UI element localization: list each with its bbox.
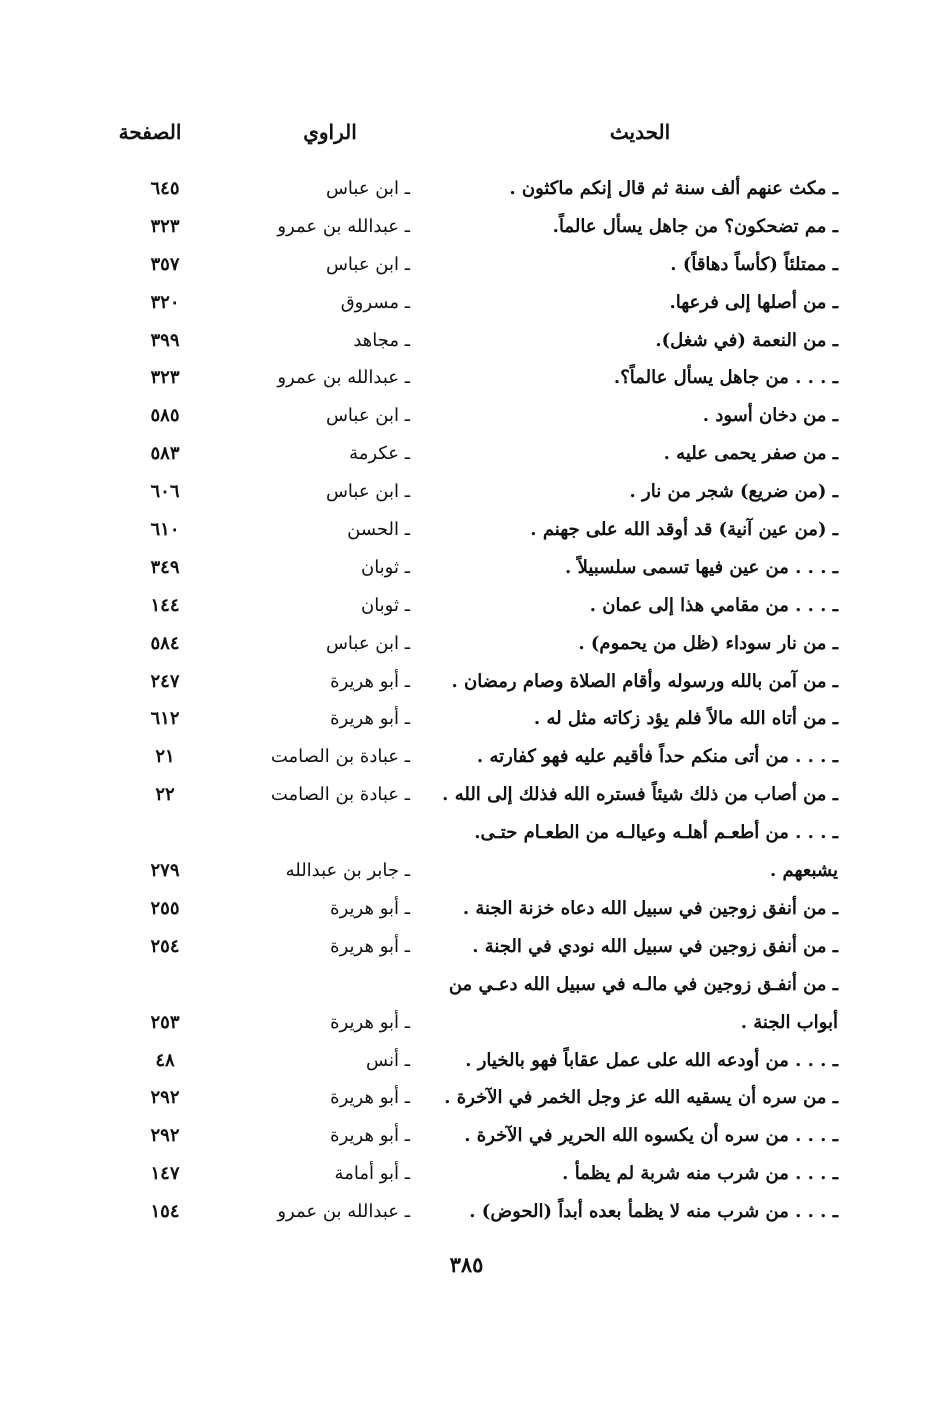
hadith-text: ـ . . . من أطعـم أهلـه وعيالـه من الطعـام حتـى. يشبعهم . xyxy=(474,822,838,882)
narrator-name: ـ مجاهد xyxy=(353,329,410,351)
page-ref: ٢٤٧ xyxy=(150,670,180,692)
narrator-name: ـ ابن عباس xyxy=(325,481,410,503)
page-ref: ٦١٢ xyxy=(150,708,180,730)
narrator-name: ـ أبو هريرة xyxy=(330,935,410,957)
hadith-text: ـ من صفر يحمى عليه . xyxy=(663,443,838,465)
page-ref: ٢٧٩ xyxy=(150,860,180,882)
table-row xyxy=(0,625,933,663)
hadith-text: ـ (من عين آنية) قد أوقد الله على جهنم . xyxy=(530,519,838,541)
narrator-name: ـ أبو هريرة xyxy=(330,1011,410,1033)
hadith-text: ـ مم تضحكون؟ من جاهل يسأل عالماً. xyxy=(552,215,838,237)
table-row xyxy=(0,776,933,814)
table-row xyxy=(0,170,933,208)
table-row xyxy=(0,700,933,738)
hadith-text: ـ من أنفق زوجين في سبيل الله نودي في الجنة . xyxy=(472,935,838,957)
page-ref: ٢٩٢ xyxy=(150,1125,180,1147)
hadith-text: ـ . . . من شرب منه لا يظمأ بعده أبداً (الحوض) . xyxy=(469,1201,838,1223)
narrator-name: ـ عبدالله بن عمرو xyxy=(277,215,410,237)
narrator-name: ـ عبادة بن الصامت xyxy=(270,784,410,806)
hadith-text: ـ (من ضريع) شجر من نار . xyxy=(629,481,838,503)
hadith-text: ـ من نار سوداء (ظل من يحموم) . xyxy=(578,632,838,654)
table-row xyxy=(0,435,933,473)
table-row xyxy=(0,814,933,890)
hadith-text: ـ . . . من أودعه الله على عمل عقاباً فهو بالخيار . xyxy=(465,1049,838,1071)
hadith-text: ـ من أتاه الله مالاً فلم يؤد زكاته مثل له . xyxy=(533,708,838,730)
hadith-text: ـ من دخان أسود . xyxy=(702,405,838,427)
page-ref: ١٥٤ xyxy=(150,1201,180,1223)
table-row xyxy=(0,473,933,511)
page-ref: ٥٨٥ xyxy=(150,405,180,427)
page-ref: ٣٩٩ xyxy=(150,329,180,351)
table-row xyxy=(0,928,933,966)
narrator-name: ـ مسروق xyxy=(340,291,410,313)
hadith-text: ـ . . . من عين فيها تسمى سلسبيلاً . xyxy=(565,556,838,578)
page-ref: ١٤٧ xyxy=(150,1163,180,1185)
table-row xyxy=(0,587,933,625)
table-row xyxy=(0,1117,933,1155)
page-ref: ٢٢ xyxy=(155,784,175,806)
table-row xyxy=(0,890,933,928)
column-header-narrator: الراوي xyxy=(303,120,357,144)
hadith-text: ـ من آمن بالله ورسوله وأقام الصلاة وصام رمضان . xyxy=(451,670,838,692)
narrator-name: ـ ابن عباس xyxy=(325,178,410,199)
table-row xyxy=(0,738,933,776)
hadith-text: ـ . . . من شرب منه شربة لم يظمأ . xyxy=(562,1163,838,1185)
narrator-name: ـ أبو هريرة xyxy=(330,708,410,730)
narrator-name: ـ جابر بن عبدالله xyxy=(285,860,410,882)
narrator-name: ـ ابن عباس xyxy=(325,632,410,654)
narrator-name: ـ أبو هريرة xyxy=(330,1125,410,1147)
hadith-text: ـ . . . من جاهل يسأل عالماً؟. xyxy=(613,367,838,389)
narrator-name: ـ عكرمة xyxy=(349,443,410,465)
page-ref: ٣٢٣ xyxy=(150,367,180,389)
table-row xyxy=(0,359,933,397)
page-number: ٣٨٥ xyxy=(449,1252,484,1277)
table-row xyxy=(0,284,933,322)
table-row xyxy=(0,966,933,1042)
page-ref: ٢٥٣ xyxy=(150,1011,180,1033)
table-row xyxy=(0,322,933,360)
index-table xyxy=(0,170,933,1231)
table-row xyxy=(0,1042,933,1080)
page-ref: ٤٨ xyxy=(155,1049,175,1071)
page-ref: ٢٩٢ xyxy=(150,1087,180,1109)
page-ref: ٦١٠ xyxy=(150,519,180,541)
narrator-name: ـ ابن عباس xyxy=(325,253,410,275)
page-ref: ٢١ xyxy=(155,746,175,768)
page-ref: ٥٨٣ xyxy=(150,443,180,465)
page-ref: ٥٨٤ xyxy=(150,632,180,654)
page-ref: ٦٠٦ xyxy=(150,481,180,503)
hadith-text: ـ من النعمة (في شغل). xyxy=(655,329,838,351)
narrator-name: ـ عبدالله بن عمرو xyxy=(277,367,410,389)
column-header-page: الصفحة xyxy=(118,120,182,144)
hadith-text: ـ ممتلئاً (كأساً دهاقاً) . xyxy=(670,253,838,275)
table-row xyxy=(0,663,933,701)
hadith-text: ـ من أنفق زوجين في سبيل الله دعاه خزنة الجنة . xyxy=(462,897,838,919)
hadith-text: ـ من أصاب من ذلك شيئاً فستره الله فذلك إلى الله . xyxy=(442,784,838,806)
table-row xyxy=(0,1079,933,1117)
narrator-name: ـ ثوبان xyxy=(360,556,410,578)
table-row xyxy=(0,397,933,435)
narrator-name: ـ الحسن xyxy=(347,519,410,541)
page-ref: ٣٥٧ xyxy=(150,253,180,275)
hadith-text: ـ من أصلها إلى فرعها. xyxy=(669,291,838,313)
table-row xyxy=(0,511,933,549)
narrator-name: ـ أبو هريرة xyxy=(330,1087,410,1109)
hadith-text: ـ . . . من أتى منكم حداً فأقيم عليه فهو كفارته . xyxy=(476,746,838,768)
hadith-text: ـ . . . من سره أن يكسوه الله الحرير في الآخرة . xyxy=(464,1125,838,1147)
table-row xyxy=(0,1155,933,1193)
page-ref: ٣٢٣ xyxy=(150,215,180,237)
table-row xyxy=(0,246,933,284)
table-row xyxy=(0,208,933,246)
hadith-text: ـ مكث عنهم ألف سنة ثم قال إنكم ماكثون . xyxy=(509,178,838,199)
hadith-text: ـ . . . من مقامي هذا إلى عمان . xyxy=(589,594,838,616)
narrator-name: ـ ثوبان xyxy=(360,594,410,616)
page-ref: ٢٥٤ xyxy=(150,935,180,957)
narrator-name: ـ ابن عباس xyxy=(325,405,410,427)
hadith-text: ـ من أنفـق زوجين في مالـه في سبيل الله دعـي من أبواب الجنة . xyxy=(448,973,838,1033)
narrator-name: ـ أنس xyxy=(366,1049,410,1071)
hadith-text: ـ من سره أن يسقيه الله عز وجل الخمر في الآخرة . xyxy=(444,1087,838,1109)
page-ref: ٣٤٩ xyxy=(150,556,180,578)
page-ref: ٦٤٥ xyxy=(150,178,180,199)
page-ref: ٢٥٥ xyxy=(150,897,180,919)
page-ref: ٣٢٠ xyxy=(150,291,180,313)
narrator-name: ـ عبادة بن الصامت xyxy=(270,746,410,768)
narrator-name: ـ أبو أمامة xyxy=(334,1163,410,1185)
table-row xyxy=(0,549,933,587)
table-row xyxy=(0,1193,933,1231)
narrator-name: ـ عبدالله بن عمرو xyxy=(277,1201,410,1223)
page-ref: ١٤٤ xyxy=(150,594,180,616)
column-header-hadith: الحديث xyxy=(609,120,671,144)
narrator-name: ـ أبو هريرة xyxy=(330,897,410,919)
narrator-name: ـ أبو هريرة xyxy=(330,670,410,692)
